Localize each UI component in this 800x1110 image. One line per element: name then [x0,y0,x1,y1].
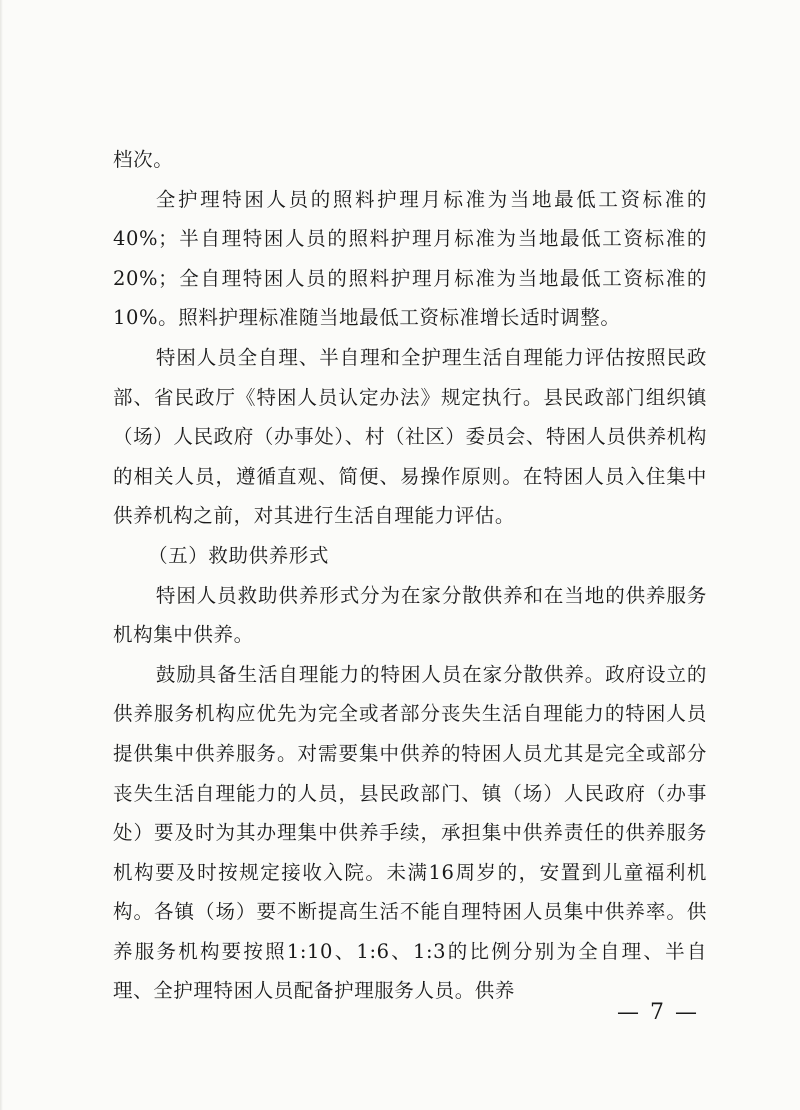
paragraph-dispersed-support: 鼓励具备生活自理能力的特困人员在家分散供养。政府设立的供养服务机构应优先为完全或者部分丧失生活自理能力的特困人员提供集中供养服务。对需要集中供养的特困人员尤其是完全或部分丧失生活自理能力的人员，县民政部门、镇（场）人民政府（办事处）要及时为其办理集中供养手续，承担集中供养责任的供养服务机构要及时按规定接收入院。未满16周岁的，安置到儿童福利机构。各镇（场）要不断提高生活不能自理特困人员集中供养率。供养服务机构要按照1:10、1:6、1:3的比例分别为全自理、半自理、全护理特困人员配备护理服务人员。供养 [113,662,707,1003]
paragraph-care-standards: 全护理特困人员的照料护理月标准为当地最低工资标准的40%；半自理特困人员的照料护理月标准为当地最低工资标准的20%；全自理特困人员的照料护理月标准为当地最低工资标准的10%。照料护理标准随当地最低工资标准增长适时调整。 [113,187,707,330]
paragraph-support-forms: 特困人员救助供养形式分为在家分散供养和在当地的供养服务机构集中供养。 [113,583,707,647]
paragraph-continuation: 档次。 [113,148,174,171]
scan-edge [0,0,3,1110]
body-text [113,140,707,1011]
section-heading: （五）救助供养形式 [148,543,329,567]
page-number: — 7 — [617,1000,699,1025]
paragraph-self-care-assessment: 特困人员全自理、半自理和全护理生活自理能力评估按照民政部、省民政厅《特困人员认定办法》规定执行。县民政部门组织镇（场）人民政府（办事处）、村（社区）委员会、特困人员供养机构的相关人员，遵循直观、简便、易操作原则。在特困人员入住集中供养机构之前，对其进行生活自理能力评估。 [113,345,707,528]
